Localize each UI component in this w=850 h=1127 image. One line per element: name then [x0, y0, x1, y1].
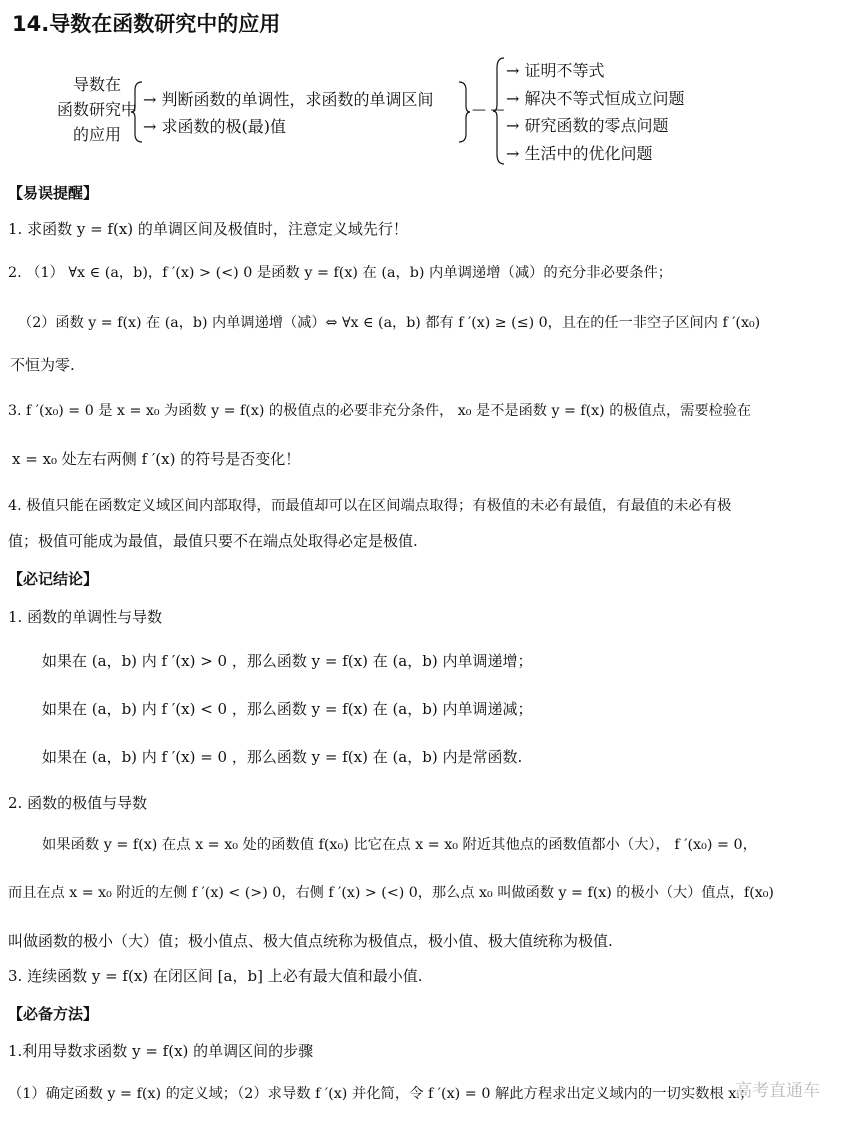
tree-root-line: 函数研究中 — [56, 100, 137, 119]
tree-branch: → 判断函数的单调性，求函数的单调区间 — [143, 90, 434, 109]
method-item: （1）确定函数 y = f(x) 的定义域；（2）求导数 f ′(x) 并化简，令 f ′(x) = 0 解此方程求出定义域内的一切实数根 xᵢ； — [8, 1086, 754, 1102]
watermark: 高考直通车 — [735, 1081, 820, 1101]
mistake-item: x = x₀ 处左右两侧 f ′(x) 的符号是否变化！ — [12, 450, 301, 468]
conclusion-item: 叫做函数的极小（大）值；极小值点、极大值点统称为极值点，极小值、极大值统称为极值. — [8, 932, 613, 950]
mistake-item: 值；极值可能成为最值，最值只要不在端点处取得必定是极值. — [8, 532, 418, 550]
right-brace — [492, 56, 506, 166]
conclusion-item: 如果在 (a，b) 内 f ′(x) = 0 ，那么函数 y = f(x) 在 (a，b) 内是常函数. — [42, 748, 523, 766]
conclusion-item: 如果在 (a，b) 内 f ′(x) < 0 ，那么函数 y = f(x) 在 (a，b) 内单调递减； — [42, 700, 533, 718]
mistake-item: 1. 求函数 y = f(x) 的单调区间及极值时，注意定义域先行！ — [8, 220, 408, 238]
mistake-item: 不恒为零. — [10, 356, 75, 374]
conclusion-heading: 2. 函数的极值与导数 — [8, 794, 148, 812]
middle-brace — [457, 80, 471, 144]
left-brace — [130, 80, 144, 144]
tree-leaf: → 生活中的优化问题 — [506, 143, 653, 163]
mistake-item: 4. 极值只能在函数定义域区间内部取得，而最值却可以在区间端点取得；有极值的未必有最值，有最值的未必有极 — [8, 498, 732, 514]
mistake-item: 2. （1） ∀x ∈ (a，b)，f ′(x) > (<) 0 是函数 y = f(x) 在 (a，b) 内单调递增（减）的充分非必要条件； — [8, 265, 673, 281]
conclusion-item: 而且在点 x = x₀ 附近的左侧 f ′(x) < (>) 0，右侧 f ′(x) > (<) 0，那么点 x₀ 叫做函数 y = f(x) 的极小（大）值点，f(x₀) — [8, 885, 774, 901]
tree-root-line: 的应用 — [72, 125, 121, 144]
tree-branch: → 求函数的极(最)值 — [143, 117, 286, 136]
conclusion-item: 如果函数 y = f(x) 在点 x = x₀ 处的函数值 f(x₀) 比它在点 x = x₀ 附近其他点的函数值都小（大）， f ′(x₀) = 0， — [42, 837, 757, 853]
tree-root-line: 导数在 — [72, 75, 121, 94]
page-title: 14.导数在函数研究中的应用 — [12, 12, 281, 36]
method-heading: 1.利用导数求函数 y = f(x) 的单调区间的步骤 — [8, 1042, 314, 1060]
tree-leaf: → 解决不等式恒成立问题 — [506, 88, 685, 108]
section-conclusions-header: 【必记结论】 — [8, 570, 99, 588]
tree-leaves — [506, 57, 685, 167]
tree-leaf: → 证明不等式 — [506, 61, 605, 80]
mistake-item: （2）函数 y = f(x) 在 (a，b) 内单调递增（减）⇔ ∀x ∈ (a，b) 都有 f ′(x) ≥ (≤) 0，且在的任一非空子区间内 f ′(x₀) — [18, 315, 761, 331]
conclusion-heading: 3. 连续函数 y = f(x) 在闭区间 [a，b] 上必有最大值和最小值. — [8, 967, 423, 985]
section-mistakes-header: 【易误提醒】 — [8, 184, 99, 202]
mistake-item: 3. f ′(x₀) = 0 是 x = x₀ 为函数 y = f(x) 的极值点的必要非充分条件， x₀ 是不是函数 y = f(x) 的极值点，需要检验在 — [8, 403, 752, 419]
section-methods-header: 【必备方法】 — [8, 1005, 99, 1023]
conclusion-heading: 1. 函数的单调性与导数 — [8, 608, 163, 626]
tree-branches — [143, 86, 434, 140]
tree-connector: — — — [472, 102, 505, 118]
tree-leaf: → 研究函数的零点问题 — [506, 116, 669, 135]
conclusion-item: 如果在 (a，b) 内 f ′(x) > 0 ，那么函数 y = f(x) 在 (a，b) 内单调递增； — [42, 652, 533, 670]
